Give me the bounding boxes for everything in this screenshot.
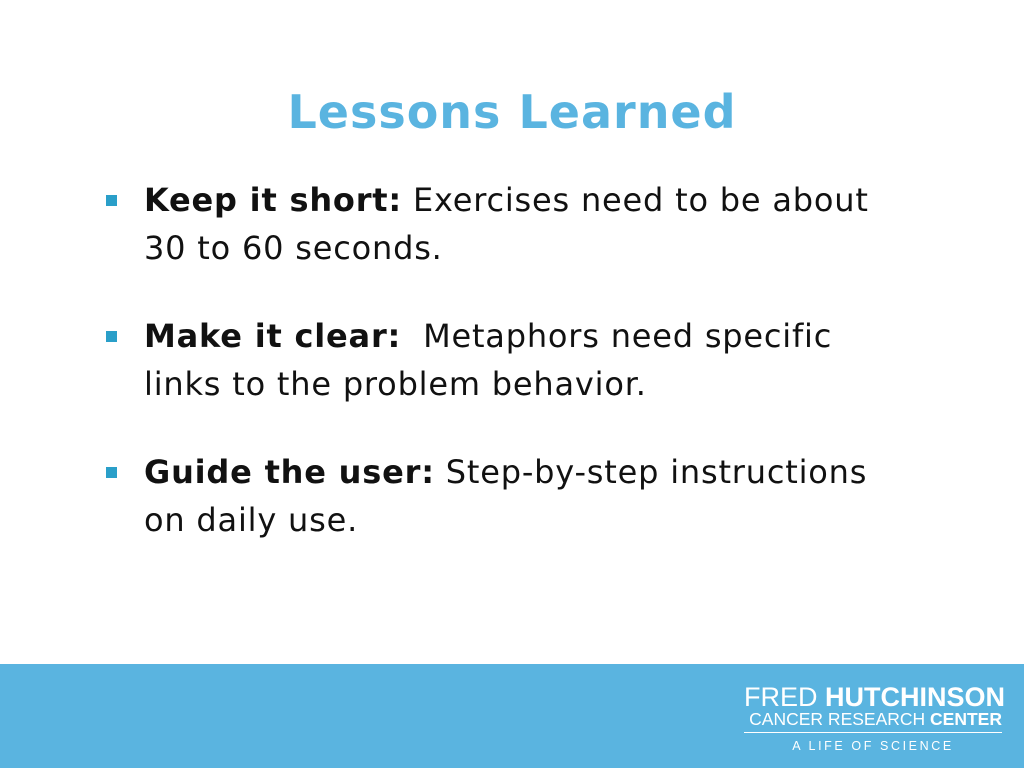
square-bullet-icon	[106, 195, 117, 206]
logo-divider	[744, 732, 1002, 733]
bullet-text: Exercises need to be about 30 to 60 seconds.	[144, 181, 869, 267]
logo-name-bold: HUTCHINSON	[825, 682, 1005, 712]
bullet-text: Metaphors need specific links to the problem behavior.	[144, 317, 844, 403]
bullet-item	[104, 176, 904, 272]
logo-subname-light: CANCER RESEARCH	[749, 709, 931, 729]
square-bullet-icon	[106, 331, 117, 342]
bullet-item	[104, 312, 904, 408]
logo-subname	[744, 710, 1002, 728]
logo-name	[744, 682, 1005, 712]
logo-subname-bold: CENTER	[930, 709, 1002, 729]
bullet-list	[104, 176, 904, 584]
bullet-term: Keep it short:	[144, 181, 402, 219]
bullet-item	[104, 448, 904, 544]
footer-bar	[0, 664, 1024, 768]
slide-title: Lessons Learned	[287, 85, 737, 139]
square-bullet-icon	[106, 467, 117, 478]
logo-name-light: FRED	[744, 682, 825, 712]
bullet-text: Step-by-step instructions on daily use.	[144, 453, 868, 539]
bullet-term: Guide the user:	[144, 453, 435, 491]
logo-tagline: A LIFE OF SCIENCE	[792, 739, 954, 753]
bullet-term: Make it clear:	[144, 317, 402, 355]
fred-hutchinson-logo	[744, 682, 1005, 753]
